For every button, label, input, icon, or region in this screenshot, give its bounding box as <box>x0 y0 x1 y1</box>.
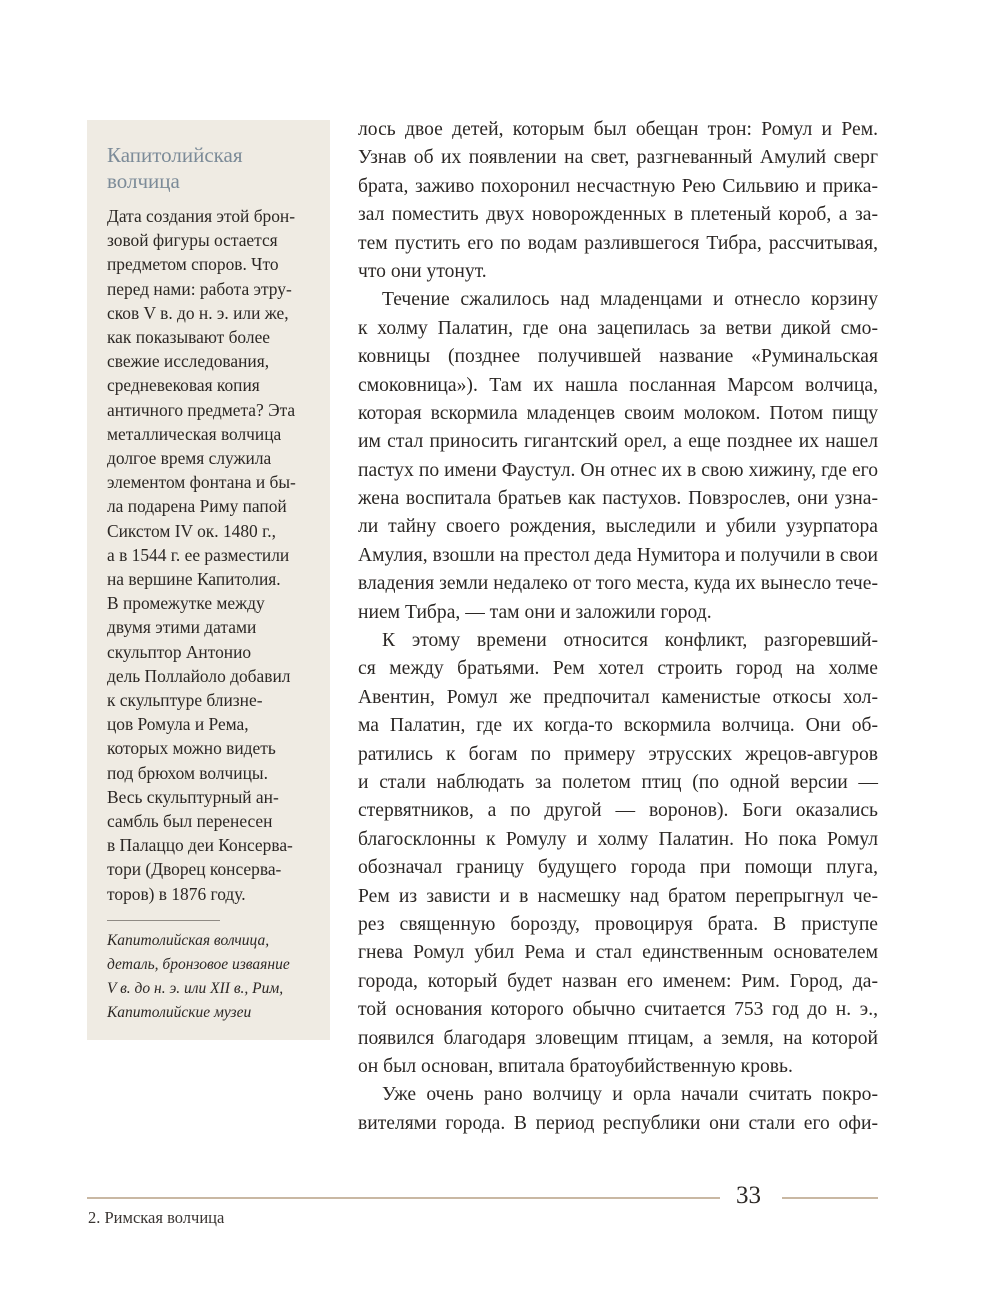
text-line: владения земли недалеко от того места, куда их вынесло тече- <box>358 573 878 595</box>
sidebar-text-line: В промежутке между <box>107 593 265 614</box>
text-line: Авентин, Ромул же предпочитал каменистые откосы хол- <box>358 686 878 708</box>
sidebar-text-line: к скульптуре близне- <box>107 690 263 711</box>
sidebar-text-line: которых можно видеть <box>107 738 276 759</box>
text-line: что они утонут. <box>358 260 487 282</box>
running-head: 2. Римская волчица <box>88 1208 225 1227</box>
sidebar-body <box>107 204 310 906</box>
text-line: лось двое детей, которым был обещан трон: Ромул и Рем. <box>358 119 878 140</box>
caption-line: Капитолийская волчица, <box>107 931 270 949</box>
sidebar-text-line: а в 1544 г. ее разместили <box>107 544 290 565</box>
page-number: 33 <box>736 1182 761 1209</box>
sidebar-text-line: сков V в. до н. э. или же, <box>107 302 289 323</box>
text-line: гнева Ромул убил Рема и стал единственным основателем <box>358 942 878 964</box>
text-line: брата, заживо похоронил несчастную Рею Сильвию и прика- <box>358 175 878 197</box>
text-line: стервятников, а по другой — воронов). Боги оказались <box>358 800 878 822</box>
text-line: пастух по имени Фаустул. Он отнес их в свою хижину, где его <box>358 459 878 481</box>
sidebar-text-line: предметом споров. Что <box>107 254 279 275</box>
text-line: смоковница»). Там их нашла посланная Марсом волчица, <box>358 374 878 396</box>
paragraph <box>358 286 878 627</box>
text-line: ся между братьями. Рем хотел строить город на холме <box>358 658 878 680</box>
sidebar-text-line: как показывают более <box>107 327 271 348</box>
caption-divider <box>107 920 220 921</box>
sidebar-text-line: в Палаццо деи Консерва- <box>107 835 293 856</box>
text-line: он был основан, впитала братоубийственную кровь. <box>358 1055 793 1077</box>
caption-line: деталь, бронзовое изваяние <box>107 955 290 973</box>
text-line: Уже очень рано волчицу и орла начали считать покро- <box>382 1084 878 1106</box>
paragraph <box>358 116 878 286</box>
sidebar-title-line: Капитолийская <box>107 143 243 167</box>
text-line: зал поместить двух новорожденных в плетеный короб, а за- <box>358 204 878 226</box>
text-line: ли тайну своего рождения, выследили и убили узурпатора <box>358 516 878 538</box>
sidebar-text-line: скульптор Антонио <box>107 641 252 662</box>
text-line: которая вскормила младенцев своим молоком. Потом пищу <box>358 402 878 424</box>
text-line: к холму Палатин, где она зацепилась за ветви дикой смо- <box>358 317 878 339</box>
text-line: обозначал границу будущего города при помощи плуга, <box>358 857 878 879</box>
sidebar-text-line: свежие исследования, <box>107 351 270 372</box>
text-line: Рем из зависти и в насмешку над братом перепрыгнул че- <box>358 885 878 907</box>
sidebar-text-line: металлическая волчица <box>107 423 282 444</box>
sidebar-text-line: под брюхом волчицы. <box>107 762 268 783</box>
main-text-column <box>358 116 878 1138</box>
sidebar-text-line: ла подарена Риму папой <box>107 496 287 517</box>
footer-rule-right <box>782 1197 878 1199</box>
sidebar-text-line: торов) в 1876 году. <box>107 883 246 904</box>
caption-line: V в. до н. э. или XII в., Рим, <box>107 979 284 997</box>
sidebar-title-line: волчица <box>107 169 180 193</box>
sidebar-text-line: элементом фонтана и бы- <box>107 472 296 493</box>
sidebar-title <box>107 142 310 194</box>
sidebar-text-line: Весь скульптурный ан- <box>107 786 279 807</box>
text-line: появился благодаря зловещим птицам, а земля, на которой <box>358 1027 878 1049</box>
text-line: им стал приносить гигантский орел, а еще позднее их нашел <box>358 431 878 453</box>
paragraph <box>358 627 878 1081</box>
sidebar-text-line: тори (Дворец консерва- <box>107 859 282 880</box>
sidebar-box <box>87 120 330 1040</box>
text-line: Амулия, взошли на престол деда Нумитора и получили в свои <box>358 544 878 566</box>
sidebar-text-line: на вершине Капитолия. <box>107 569 281 590</box>
text-line: ковницы (позднее получившей название «Руминальская <box>358 346 878 368</box>
sidebar-text-line: дель Поллайоло добавил <box>107 665 291 686</box>
text-line: и стали наблюдать за полетом птиц (по одной версии — <box>358 771 878 793</box>
sidebar-text-line: самбль был перенесен <box>107 811 273 832</box>
sidebar-text-line: долгое время служила <box>107 448 272 469</box>
text-line: К этому времени относится конфликт, разгоревший- <box>382 630 878 652</box>
text-line: той основания которого обычно считается 753 год до н. э., <box>358 999 878 1021</box>
text-line: рез священную борозду, провоцируя брата. В приступе <box>358 913 878 935</box>
sidebar-text-line: зовой фигуры остается <box>107 230 278 251</box>
sidebar-text-line: перед нами: работа этру- <box>107 278 292 299</box>
paragraph <box>358 1081 878 1138</box>
text-line: благосклонны к Ромулу и холму Палатин. Но пока Ромул <box>358 828 878 850</box>
image-caption <box>107 929 310 1025</box>
text-line: Узнав об их появлении на свет, разгневанный Амулий сверг <box>358 147 878 169</box>
sidebar-text-line: античного предмета? Эта <box>107 399 296 420</box>
text-line: Течение сжалилось над младенцами и отнесло корзину <box>382 289 878 311</box>
caption-line: Капитолийские музеи <box>107 1003 252 1021</box>
sidebar-text-line: средневековая копия <box>107 375 260 396</box>
sidebar-text-line: двумя этими датами <box>107 617 257 638</box>
text-line: города, который будет назван его именем: Рим. Город, да- <box>358 970 878 992</box>
text-line: ратились к богам по примеру этрусских жрецов-авгуров <box>358 743 878 765</box>
text-line: тем пустить его по водам разлившегося Тибра, рассчитывая, <box>358 232 878 254</box>
text-line: ма Палатин, где их когда-то вскормила волчица. Они об- <box>358 715 878 737</box>
footer-rule-left <box>87 1197 720 1199</box>
text-line: вителями города. В период республики они стали его офи- <box>358 1112 878 1134</box>
sidebar-text-line: цов Ромула и Рема, <box>107 714 249 735</box>
sidebar-text-line: Дата создания этой брон- <box>107 206 296 226</box>
text-line: нием Тибра, — там они и заложили город. <box>358 601 712 623</box>
text-line: жена воспитала братьев как пастухов. Повзрослев, они узна- <box>358 488 878 510</box>
sidebar-text-line: Сикстом IV ок. 1480 г., <box>107 520 276 541</box>
